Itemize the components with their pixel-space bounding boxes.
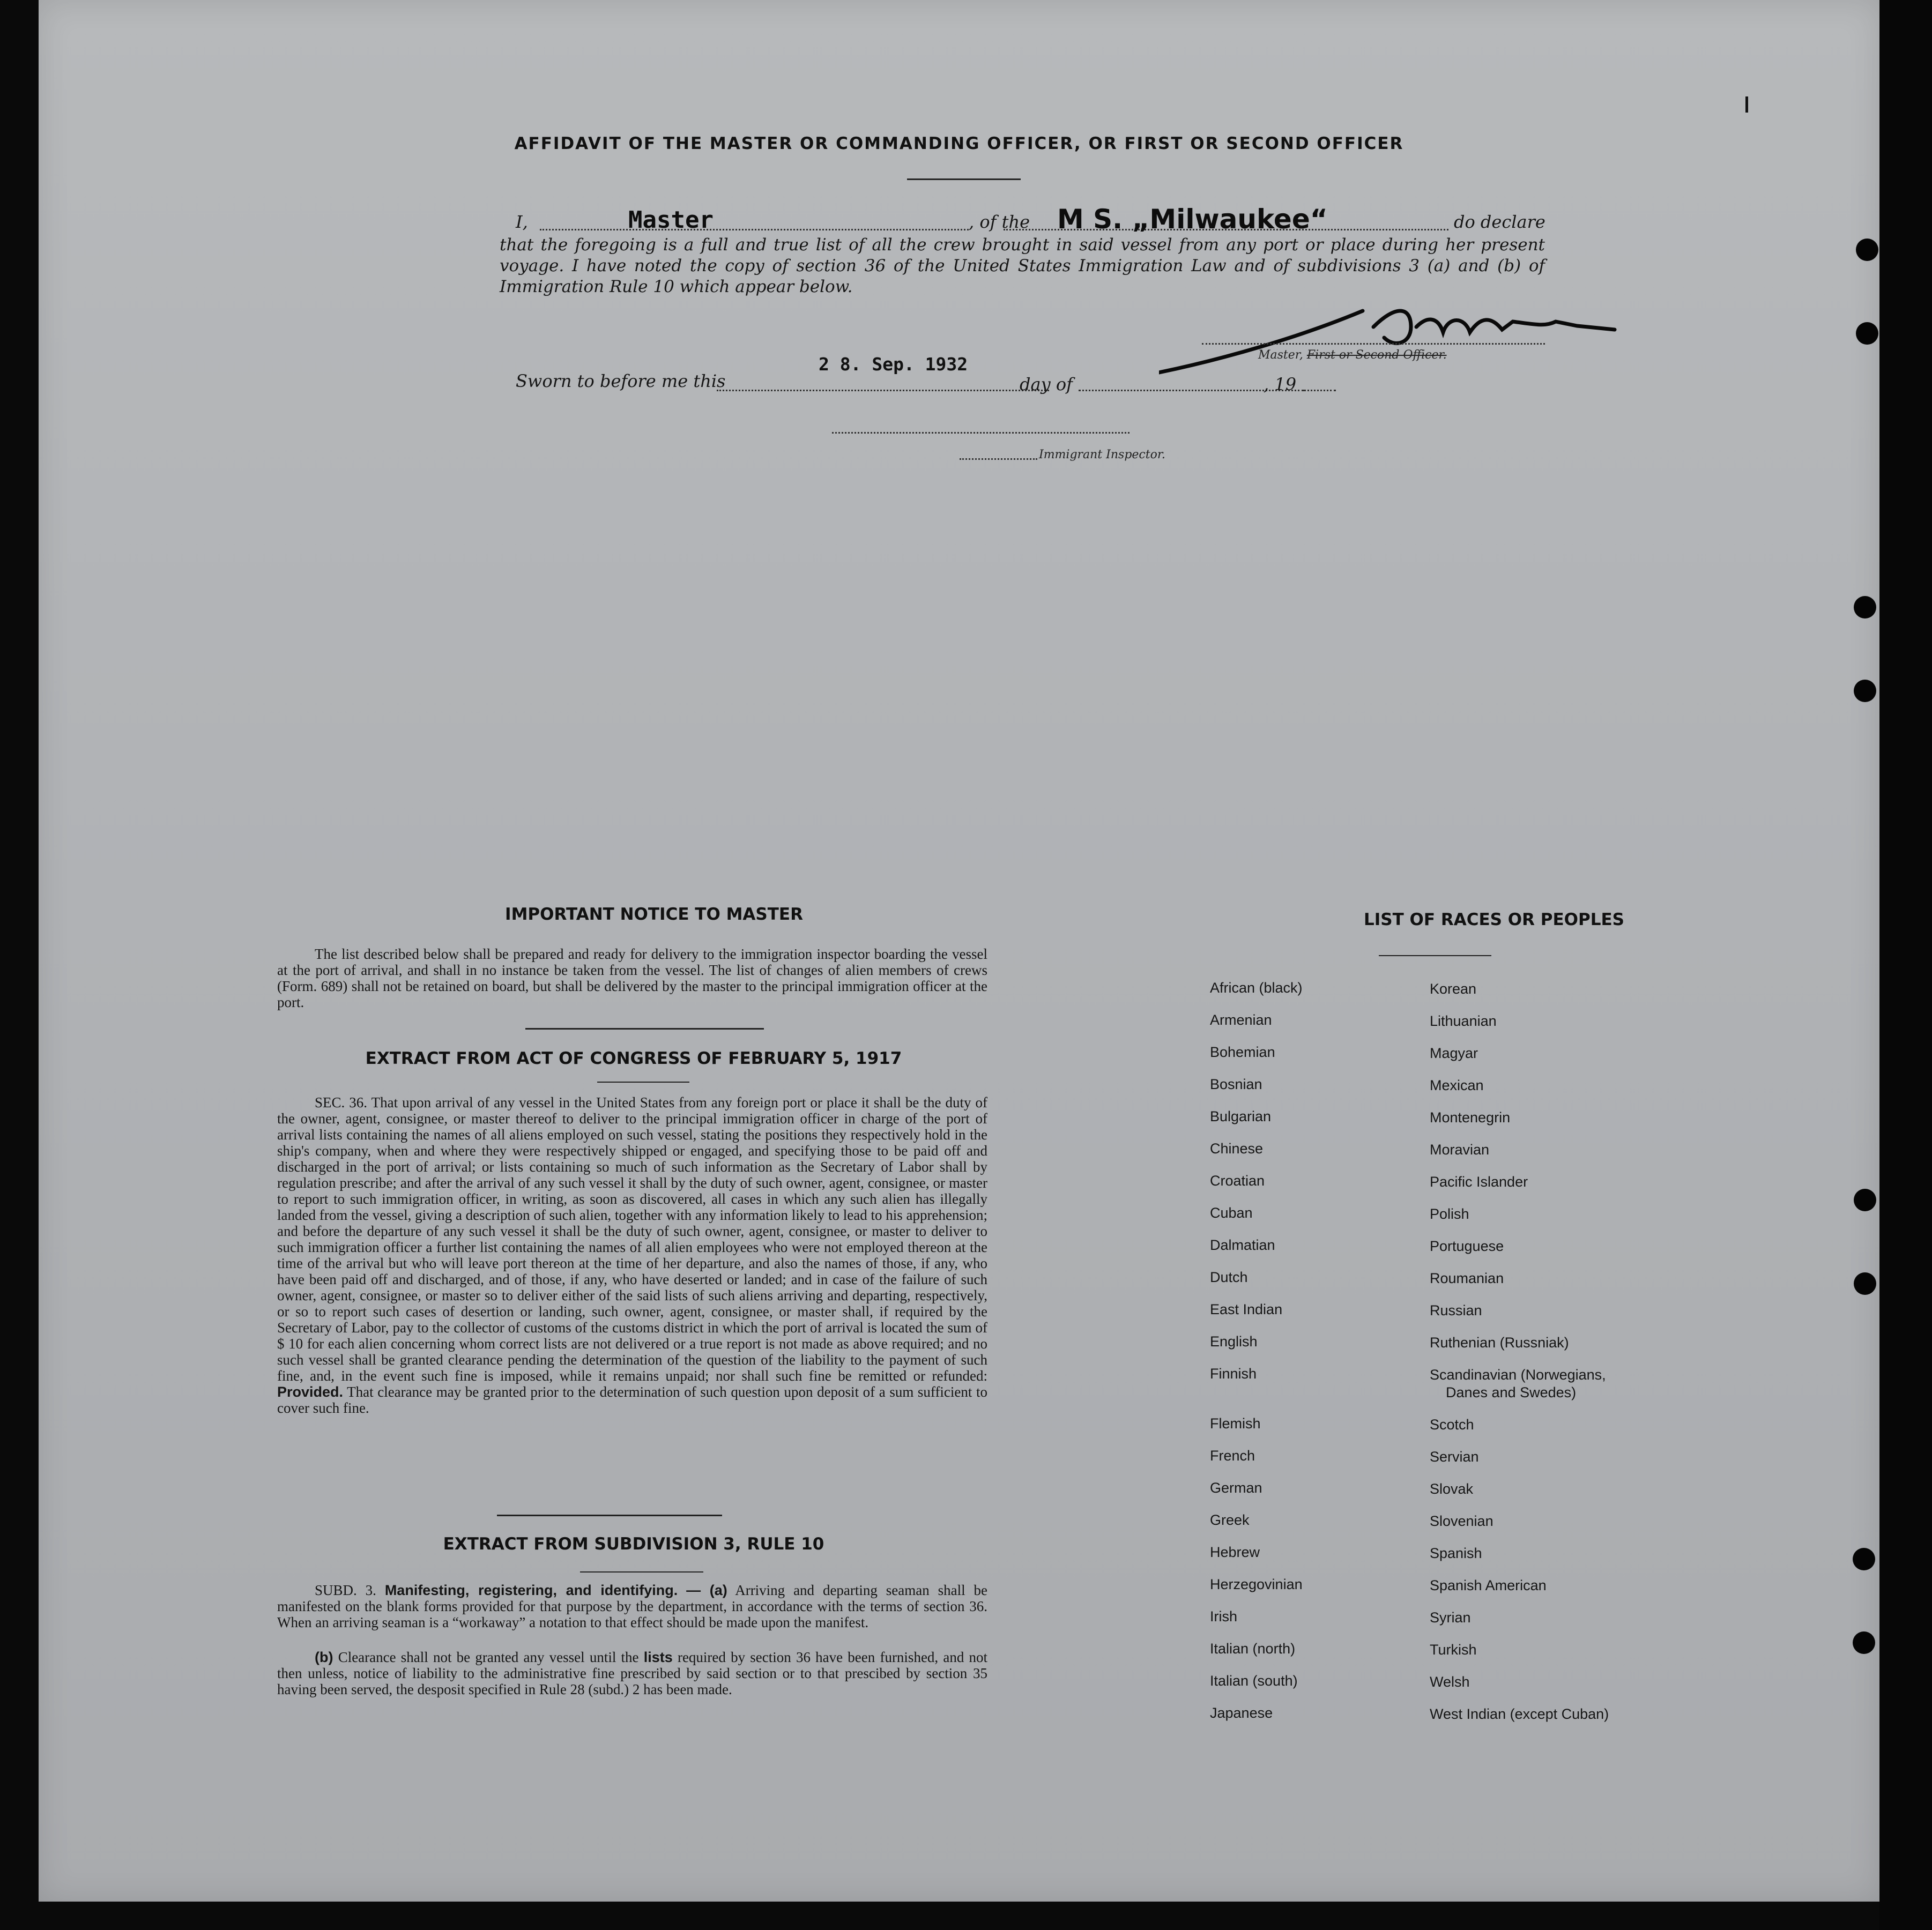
rule-part-b <box>277 1649 987 1697</box>
race-item: German <box>1210 1480 1262 1496</box>
subd-heading: Manifesting, registering, and identifying. <box>384 1582 678 1598</box>
inspector-signature-line <box>832 432 1130 434</box>
rule-title-rule <box>580 1571 703 1573</box>
punch-hole <box>1856 239 1878 261</box>
race-item: Danes and Swedes) <box>1446 1384 1577 1400</box>
race-item: Croatian <box>1210 1173 1265 1189</box>
act-text <box>277 1094 987 1416</box>
race-item: Japanese <box>1210 1705 1273 1721</box>
punch-hole <box>1854 680 1876 702</box>
notice-title: IMPORTANT NOTICE TO MASTER <box>505 905 803 924</box>
race-item: Italian (north) <box>1210 1641 1296 1657</box>
notice-text: The list described below shall be prepared and ready for delivery to the immigration inspector boarding the vessel at the port of arrival, and shall in no instance be taken from the vessel. The list of changes of alien members of crews (Form. 689) shall not be retained on board, but shall be delivered by the master to the principal immigration officer at the port. <box>277 946 987 1010</box>
race-item: Spanish <box>1430 1545 1482 1561</box>
master-signature <box>1159 300 1620 381</box>
punch-hole <box>1856 322 1878 345</box>
of-the-label: , of the <box>969 212 1030 232</box>
race-item: Scotch <box>1430 1417 1474 1433</box>
act-text-main: SEC. 36. That upon arrival of any vessel in the United States from any foreign port or place it shall be the duty of the owner, agent, consignee, or master thereof to deliver to the principal immigration officer in charge of the port of arrival lists containing the names of all aliens employed on such vessel, stating the positions they respectively hold in the ship's company, when and where they were respectively shipped or engaged, and specifying those to be paid off and discharged in the port of arrival; or lists containing so much of such information as the Secretary of Labor shall by regulation prescribe; and after the arrival of any such vessel it shall by the duty of such owner, agent, consignee, or master to report to such immigration officer, in writing, as soon as discovered, all cases in which any such alien has illegally landed from the vessel, giving a description of such alien, together with any information likely to lead to his apprehension; and before the departure of any such vessel it shall be the duty of such owner, agent, consignee, or master to deliver to such immigration officer a further list containing the names of all alien employees who were not employed thereon at the time of the arrival but who will leave port thereon at the time of her departure, and also the names of those, if any, who have been paid off and discharged, and of those, if any, who have deserted or landed; and in case of the failure of such owner, agent, consignee, or master so to deliver either of the said lists of such aliens arriving and departing, respectively, or so to report such cases of desertion or landing, such owner, agent, consignee, or master shall, if required by the Secretary of Labor, pay to the collector of customs of the customs district in which the port of arrival is located the sum of $ 10 for each alien concerning whom correct lists are not delivered or a true report is not made as above required; and no such vessel shall be granted clearance pending the determination of the question of the liability to the payment of such fine, and, in the event such fine is imposed, while it remains unpaid; nor shall such fine be remitted or refunded: <box>277 1094 987 1384</box>
punch-hole <box>1854 1189 1876 1211</box>
act-title-rule <box>597 1082 689 1083</box>
inspector-label: Immigrant Inspector. <box>1039 448 1165 461</box>
race-item: Armenian <box>1210 1012 1272 1028</box>
signature-caption-prefix: Master, <box>1258 348 1303 362</box>
punch-hole <box>1854 1272 1876 1295</box>
part-a-text: Arriving and departing seaman shall be manifested on the blank forms provided for that purpose by the department, in accordance with the terms of section 36. When an arriving seaman is a “workaway” a notation to that effect should be made upon the manifest. <box>277 1582 988 1630</box>
edge-mark <box>1745 96 1748 113</box>
officer-name: Master <box>628 206 714 234</box>
act-provided: Provided. <box>277 1384 344 1400</box>
part-b-text-1: Clearance shall not be granted any vessel until the <box>338 1649 639 1665</box>
part-b-label: (b) <box>315 1649 333 1665</box>
race-item: Pacific Islander <box>1430 1174 1528 1190</box>
vessel-name: M S. „Milwaukee“ <box>1057 204 1328 235</box>
part-b-text-2: required by section 36 have been furnished, and not then unless, notice of liability to the administrative fine prescribed by said section or to that prescibed by section 35 having been served, the desposit specified in Rule 28 (subd.) 2 has been made. <box>277 1649 988 1697</box>
race-item: Lithuanian <box>1430 1013 1497 1029</box>
sworn-date-line <box>717 390 1049 391</box>
year-line <box>1304 390 1336 391</box>
rule-part-a <box>277 1582 987 1630</box>
i-label: I, <box>516 212 528 232</box>
do-declare-label: do declare <box>1454 212 1545 232</box>
race-item: Magyar <box>1430 1045 1478 1061</box>
race-item: Bulgarian <box>1210 1108 1272 1124</box>
signature-caption-struck: First or Second Officer. <box>1306 348 1447 362</box>
race-item: Italian (south) <box>1210 1673 1298 1689</box>
race-item: West Indian (except Cuban) <box>1430 1706 1609 1722</box>
race-item: Turkish <box>1430 1642 1477 1658</box>
inspector-short-line <box>960 458 1037 460</box>
day-of-label: day of <box>1020 374 1073 394</box>
year-label: , 19 <box>1264 374 1297 394</box>
race-item: Syrian <box>1430 1609 1471 1626</box>
act-title: EXTRACT FROM ACT OF CONGRESS OF FEBRUARY 5, 1917 <box>365 1049 902 1068</box>
race-item: Spanish American <box>1430 1577 1547 1593</box>
document-page <box>39 0 1879 1902</box>
race-item: Greek <box>1210 1512 1250 1528</box>
race-item: Moravian <box>1430 1142 1490 1158</box>
race-item: Slovenian <box>1430 1513 1493 1529</box>
race-item: Cuban <box>1210 1205 1253 1221</box>
punch-hole <box>1854 596 1876 619</box>
rule-title: EXTRACT FROM SUBDIVISION 3, RULE 10 <box>443 1534 824 1554</box>
sworn-label: Sworn to before me this <box>516 371 726 391</box>
race-item: Ruthenian (Russniak) <box>1430 1335 1569 1351</box>
race-item: Polish <box>1430 1206 1469 1222</box>
title-rule <box>907 178 1021 180</box>
signature-line <box>1202 343 1545 345</box>
race-item: Montenegrin <box>1430 1109 1511 1126</box>
officer-name-line <box>540 229 969 230</box>
race-item: Slovak <box>1430 1481 1474 1497</box>
race-item: Flemish <box>1210 1415 1261 1432</box>
notice-rule <box>525 1028 764 1030</box>
act-text-after: That clearance may be granted prior to the determination of such question upon deposit of a sum sufficient to cover such fine. <box>277 1384 987 1416</box>
race-item: Finnish <box>1210 1366 1257 1382</box>
race-item: Servian <box>1430 1449 1479 1465</box>
race-item: Bosnian <box>1210 1076 1262 1092</box>
race-item: Roumanian <box>1430 1270 1504 1286</box>
declaration-text: that the foregoing is a full and true list of all the crew brought in said vessel from any port or place during her present voyage. I have noted the copy of section 36 of the United States Immigration Law and of subdivisions 3 (a) and (b) of Immigration Rule 10 which appear below. <box>500 235 1545 296</box>
race-item: Chinese <box>1210 1141 1264 1157</box>
date-stamp: 2 8. Sep. 1932 <box>819 354 968 375</box>
race-item: Bohemian <box>1210 1044 1275 1060</box>
race-item: Welsh <box>1430 1674 1470 1690</box>
punch-hole <box>1853 1548 1875 1570</box>
race-item: Scandinavian (Norwegians, <box>1430 1367 1606 1383</box>
part-b-bold: lists <box>643 1649 673 1665</box>
race-item: Irish <box>1210 1608 1238 1625</box>
race-item: Hebrew <box>1210 1544 1260 1560</box>
race-item: English <box>1210 1333 1258 1350</box>
affidavit-title: AFFIDAVIT OF THE MASTER OR COMMANDING OFFICER, OR FIRST OR SECOND OFFICER <box>514 134 1404 153</box>
race-item: French <box>1210 1448 1255 1464</box>
act-rule <box>497 1515 722 1516</box>
race-item: Dalmatian <box>1210 1237 1275 1253</box>
races-title: LIST OF RACES OR PEOPLES <box>1363 910 1625 929</box>
race-item: Dutch <box>1210 1269 1248 1285</box>
race-item: East Indian <box>1210 1301 1283 1317</box>
subd-label: SUBD. 3. <box>315 1582 376 1598</box>
part-a-label: — (a) <box>686 1582 727 1598</box>
race-item: Russian <box>1430 1302 1482 1318</box>
races-rule <box>1379 955 1491 956</box>
punch-hole <box>1853 1631 1875 1654</box>
race-item: Portuguese <box>1430 1238 1504 1254</box>
race-item: Korean <box>1430 981 1477 997</box>
signature-caption <box>1258 348 1447 362</box>
scan-dark-edge <box>1879 0 1932 1930</box>
race-item: Herzegovinian <box>1210 1576 1303 1592</box>
race-item: African (black) <box>1210 980 1303 996</box>
race-item: Mexican <box>1430 1077 1484 1093</box>
